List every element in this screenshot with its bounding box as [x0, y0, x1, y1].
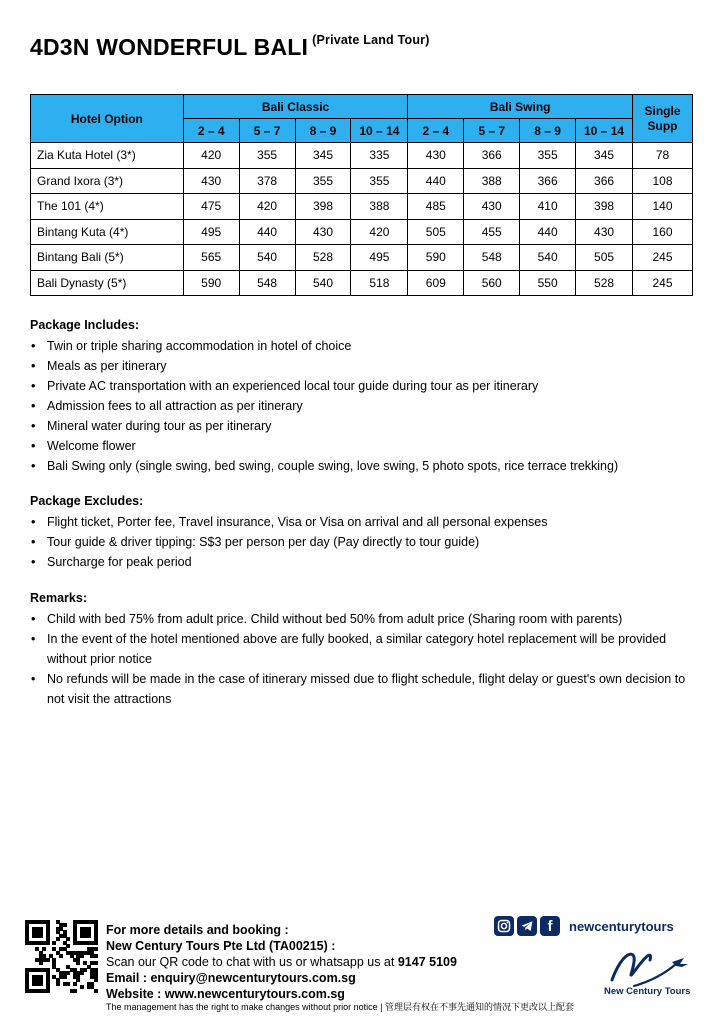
table-row [31, 270, 693, 296]
list-item: • Private AC transportation with an experienced local tour guide during tour as per itinerary [30, 376, 700, 396]
scan-text-line [106, 954, 457, 970]
price-cell: 440 [239, 219, 295, 245]
single-supp-header: Single Supp [632, 95, 692, 143]
price-cell: 495 [183, 219, 239, 245]
price-cell: 355 [239, 143, 295, 169]
qr-code[interactable] [25, 920, 97, 992]
single-supp-cell: 245 [632, 270, 692, 296]
hotel-name-cell: Bintang Kuta (4*) [31, 219, 184, 245]
price-cell: 590 [408, 245, 464, 271]
phone-number[interactable]: 9147 5109 [397, 955, 457, 969]
pax-header: 2 – 4 [408, 119, 464, 143]
price-cell: 420 [239, 194, 295, 220]
pax-header: 8 – 9 [520, 119, 576, 143]
price-cell: 550 [520, 270, 576, 296]
single-supp-cell: 108 [632, 168, 692, 194]
price-cell: 366 [464, 143, 520, 169]
title-main: 4D3N WONDERFUL BALI [30, 34, 309, 60]
price-cell: 378 [239, 168, 295, 194]
price-cell: 548 [239, 270, 295, 296]
single-supp-cell: 160 [632, 219, 692, 245]
price-cell: 440 [520, 219, 576, 245]
price-cell: 420 [183, 143, 239, 169]
list-item: • Flight ticket, Porter fee, Travel insurance, Visa or Visa on arrival and all personal expenses [30, 512, 700, 532]
list-item: • Tour guide & driver tipping: S$3 per person per day (Pay directly to tour guide) [30, 532, 700, 552]
price-cell: 590 [183, 270, 239, 296]
email-link[interactable]: Email : enquiry@newcenturytours.com.sg [106, 971, 356, 985]
price-cell: 528 [295, 245, 351, 271]
table-row [31, 143, 693, 169]
price-cell: 505 [408, 219, 464, 245]
page-title [30, 34, 430, 61]
price-cell: 366 [576, 168, 633, 194]
price-cell: 398 [295, 194, 351, 220]
list-item: • Child with bed 75% from adult price. Child without bed 50% from adult price (Sharing room with parents) [30, 609, 700, 629]
list-item: • Mineral water during tour as per itinerary [30, 416, 700, 436]
single-supp-cell: 140 [632, 194, 692, 220]
package-includes [30, 318, 700, 476]
table-row [31, 219, 693, 245]
price-cell: 335 [351, 143, 408, 169]
price-table [30, 94, 693, 296]
hotel-name-cell: Zia Kuta Hotel (3*) [31, 143, 184, 169]
footer [0, 912, 724, 1024]
pax-header: 5 – 7 [239, 119, 295, 143]
remarks-heading: Remarks: [30, 591, 87, 605]
disclaimer: The management has the right to make changes without prior notice | 管理层有权在不事先通知的情况下更改以上配套 [106, 1002, 574, 1012]
price-cell: 505 [576, 245, 633, 271]
price-cell: 440 [408, 168, 464, 194]
pax-header: 5 – 7 [464, 119, 520, 143]
excludes-heading: Package Excludes: [30, 494, 144, 508]
title-sub: (Private Land Tour) [312, 33, 430, 47]
hotel-name-cell: Grand Ixora (3*) [31, 168, 184, 194]
facebook-icon[interactable]: f [540, 916, 560, 936]
hotel-option-header: Hotel Option [31, 95, 184, 143]
table-row [31, 245, 693, 271]
price-cell: 388 [464, 168, 520, 194]
price-cell: 548 [464, 245, 520, 271]
remarks-list [30, 609, 700, 709]
price-cell: 430 [408, 143, 464, 169]
pax-header: 2 – 4 [183, 119, 239, 143]
price-cell: 540 [520, 245, 576, 271]
price-cell: 430 [464, 194, 520, 220]
price-cell: 388 [351, 194, 408, 220]
social-handle[interactable]: newcenturytours [569, 918, 674, 934]
price-cell: 485 [408, 194, 464, 220]
price-cell: 420 [351, 219, 408, 245]
bali-classic-header: Bali Classic [183, 95, 408, 119]
price-cell: 540 [239, 245, 295, 271]
table-row [31, 168, 693, 194]
price-cell: 345 [576, 143, 633, 169]
price-cell: 528 [576, 270, 633, 296]
bali-swing-header: Bali Swing [408, 95, 633, 119]
pax-header: 8 – 9 [295, 119, 351, 143]
list-item: • Admission fees to all attraction as per itinerary [30, 396, 700, 416]
price-cell: 430 [295, 219, 351, 245]
telegram-icon[interactable] [517, 916, 537, 936]
list-item: • In the event of the hotel mentioned above are fully booked, a similar category hotel replacement will be provided without prior notice [30, 629, 700, 669]
instagram-icon[interactable] [494, 916, 514, 936]
price-cell: 366 [520, 168, 576, 194]
includes-list [30, 336, 700, 476]
hotel-name-cell: Bintang Bali (5*) [31, 245, 184, 271]
contact-info [106, 922, 457, 1002]
list-item: • No refunds will be made in the case of itinerary missed due to flight schedule, flight delay or guest's own decision to not visit the attractions [30, 669, 700, 709]
logo-text: New Century Tours [604, 986, 691, 997]
list-item: • Twin or triple sharing accommodation in hotel of choice [30, 336, 700, 356]
price-cell: 609 [408, 270, 464, 296]
price-cell: 355 [295, 168, 351, 194]
price-cell: 430 [576, 219, 633, 245]
price-cell: 565 [183, 245, 239, 271]
price-cell: 518 [351, 270, 408, 296]
hotel-name-cell: Bali Dynasty (5*) [31, 270, 184, 296]
price-cell: 430 [183, 168, 239, 194]
table-row [31, 194, 693, 220]
list-item: • Bali Swing only (single swing, bed swing, couple swing, love swing, 5 photo spots, rice terrace trekking) [30, 456, 700, 476]
price-cell: 540 [295, 270, 351, 296]
price-cell: 355 [351, 168, 408, 194]
single-supp-cell: 78 [632, 143, 692, 169]
price-cell: 355 [520, 143, 576, 169]
price-cell: 495 [351, 245, 408, 271]
social-links [494, 916, 674, 936]
price-cell: 398 [576, 194, 633, 220]
website-link[interactable]: Website : www.newcenturytours.com.sg [106, 987, 345, 1001]
price-cell: 560 [464, 270, 520, 296]
package-excludes [30, 494, 700, 572]
more-details-text: For more details and booking : [106, 923, 289, 937]
list-item: • Surcharge for peak period [30, 552, 700, 572]
single-supp-cell: 245 [632, 245, 692, 271]
price-cell: 475 [183, 194, 239, 220]
remarks [30, 591, 700, 709]
company-name: New Century Tours Pte Ltd (TA00215) : [106, 939, 336, 953]
hotel-name-cell: The 101 (4*) [31, 194, 184, 220]
price-cell: 410 [520, 194, 576, 220]
scan-text: Scan our QR code to chat with us or whatsapp us at [106, 955, 395, 969]
excludes-list [30, 512, 700, 572]
pax-header: 10 – 14 [351, 119, 408, 143]
list-item: • Welcome flower [30, 436, 700, 456]
list-item: • Meals as per itinerary [30, 356, 700, 376]
includes-heading: Package Includes: [30, 318, 140, 332]
price-cell: 455 [464, 219, 520, 245]
price-cell: 345 [295, 143, 351, 169]
pax-header: 10 – 14 [576, 119, 633, 143]
